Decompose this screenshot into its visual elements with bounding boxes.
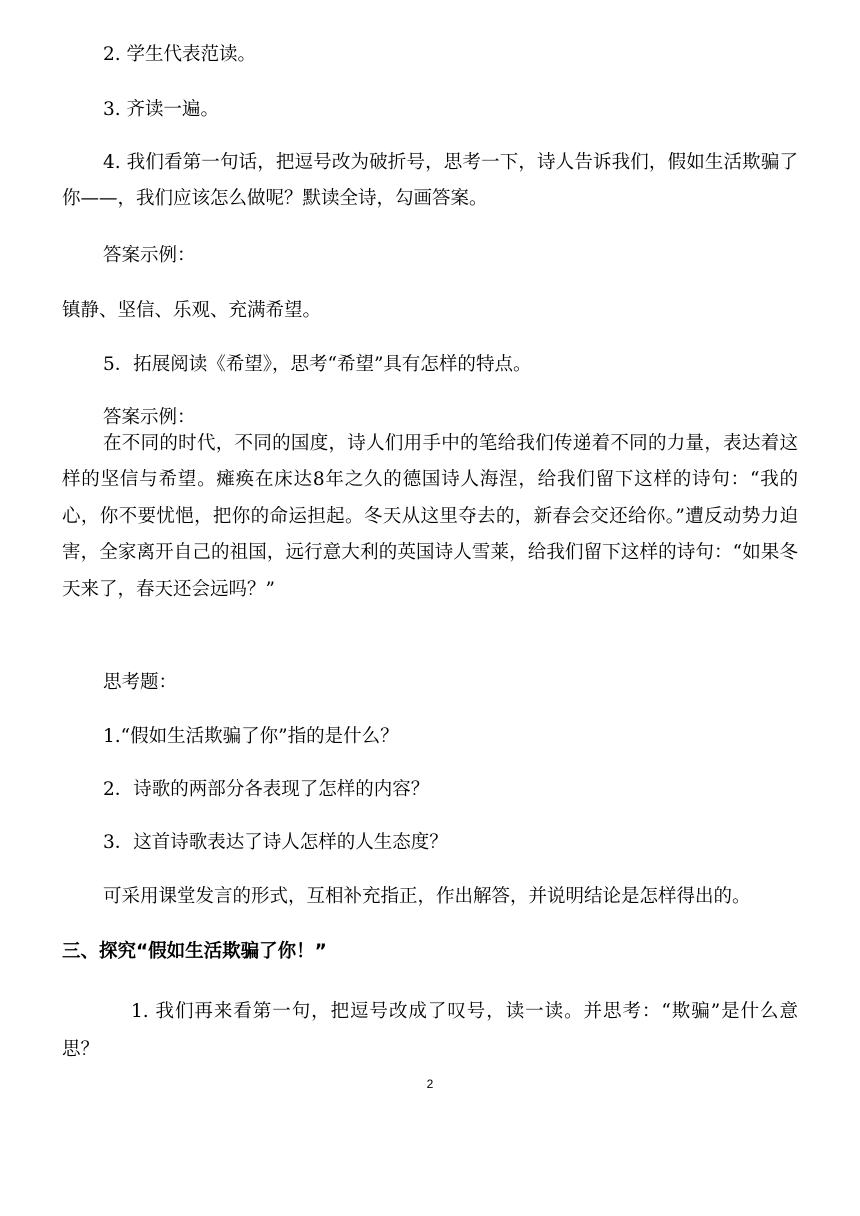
page-number: 2 [426, 1077, 434, 1091]
answer-example-text: 镇静、坚信、乐观、充满希望。 [62, 300, 322, 321]
extended-reading-paragraph: 在不同的时代，不同的国度，诗人们用手中的笔给我们传递着不同的力量，表达着这样的坚信与希望。瘫痪在床达8年之久的德国诗人海涅，给我们留下这样的诗句：“我的心，你不要忧悒，把你的命运担起。冬天从这里夺去的，新春会交还给你。”遭反动势力迫害，全家离开自己的祖国，远行意大利的英国诗人雪莱，给我们留下这样的诗句：“如果冬天来了，春天还会远吗？” [62, 433, 798, 600]
answer-example-label: 答案示例： [103, 245, 196, 266]
question-2: 2．诗歌的两部分各表现了怎样的内容？ [103, 779, 430, 800]
section-3-step-1: 1. 我们再来看第一句，把逗号改成了叹号，读一读。并思考：“欺骗”是什么意思？ [62, 1001, 798, 1060]
answer-example-label-2: 答案示例： [103, 407, 196, 428]
question-1: 1.“假如生活欺骗了你”指的是什么？ [103, 726, 399, 747]
step-4-paragraph: 4. 我们看第一句话，把逗号改为破折号，思考一下，诗人告诉我们，假如生活欺骗了你——，我们应该怎么做呢？默读全诗，勾画答案。 [62, 152, 798, 210]
thinking-questions-label: 思考题： [103, 672, 178, 693]
method-note: 可采用课堂发言的形式，互相补充指正，作出解答，并说明结论是怎样得出的。 [103, 886, 751, 907]
step-5-text: 5．拓展阅读《希望》，思考“希望”具有怎样的特点。 [103, 354, 532, 375]
step-3-text: 3. 齐读一遍。 [103, 99, 220, 120]
section-3-heading: 三、探究“假如生活欺骗了你！” [62, 941, 327, 962]
question-3: 3．这首诗歌表达了诗人怎样的人生态度？ [103, 832, 448, 853]
step-2-text: 2. 学生代表范读。 [103, 44, 257, 65]
